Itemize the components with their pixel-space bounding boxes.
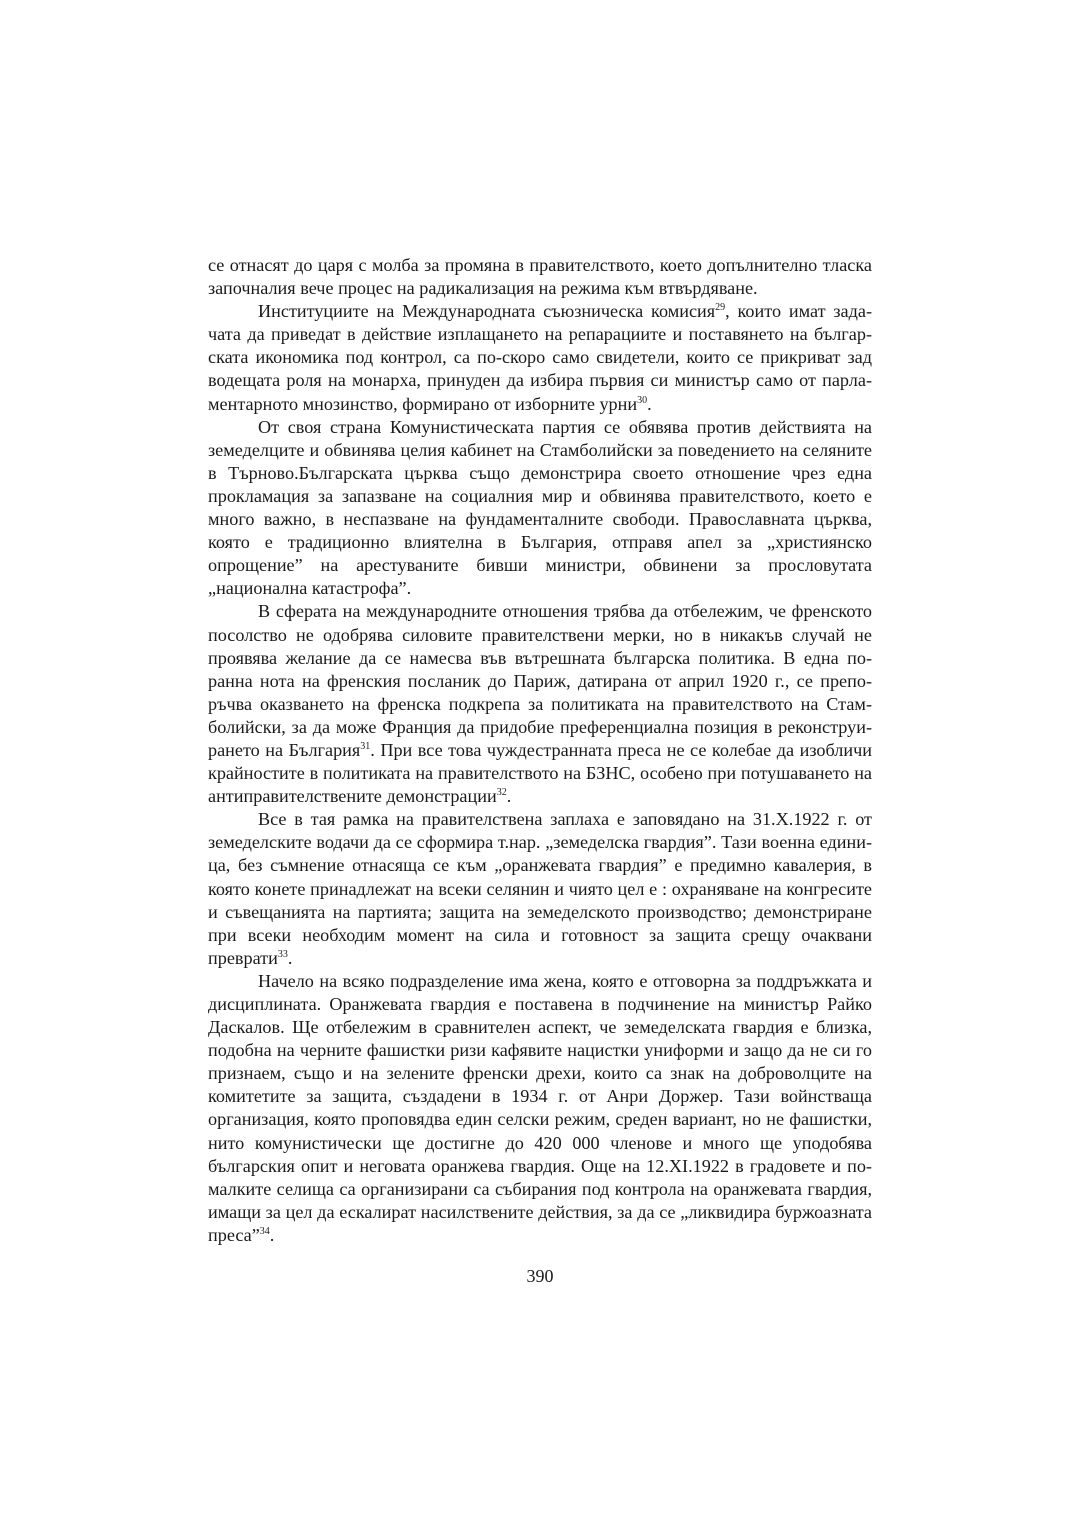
text-run: .	[269, 1224, 275, 1245]
footnote-ref: 29	[715, 302, 726, 314]
footnote-ref: 30	[637, 394, 648, 406]
paragraph	[208, 808, 872, 970]
text-run: В сферата на международните отношения трябва да отбележим, че френското посолство не одобрява силовите правителствени мерки, но в никакъв случай не проявява желание да се намесва във вътрешната българска политика. В една по-ранна нота на френския посланик до Париж, датирана от април 1920 г., се препоръчва оказването на френска подкрепа за политиката на правителството на Стамболийски, за да може Франция да придобие преференциална позиция в реконструирането на България	[208, 601, 872, 760]
text-run: От своя страна Комунистическата партия се обявява против действията на земеделците и обвинява целия кабинет на Стамболийски за поведението на селяните в Търново.Българската църква също демонстрира своето отношение чрез една прокламация за запазване на социалния мир и обвинява правителството, което е много важно, в неспазване на фундаменталните свободи. Православната църква, която е традиционно влиятелна в България, отправя апел за „християнско опрощение” на арестуваните бивши министри, обвинени за прословутата „национална катастрофа”.	[208, 416, 872, 599]
text-run: Институциите на Международната съюзническа комисия	[258, 301, 716, 322]
paragraph	[208, 254, 872, 300]
paragraph	[208, 300, 872, 415]
page-number: 390	[526, 1266, 554, 1286]
body-text	[208, 254, 872, 1247]
text-run: Все в тая рамка на правителствена заплаха е заповядано на 31.Х.1922 г. от земеделските водачи да се сформира т.нар. „земеделска гвардия”. Тази военна единица, без съмнение отнасяща се към „оранжевата гвардия” е предимно кавалерия, в която конете принадлежат на всеки селянин и чиято цел е : охраняване на конгресите и съвещанията на партията; защита на земеделското производство; демонстриране при всеки необходим момент на сила и готовност за защита срещу очаквани преврати	[208, 809, 872, 968]
text-run: .	[647, 393, 652, 414]
footnote-ref: 32	[496, 787, 507, 799]
paragraph	[208, 416, 872, 601]
footnote-ref: 31	[360, 740, 371, 752]
text-run: Начело на всяко подразделение има жена, която е отговорна за поддръжката и дисциплината. Оранжевата гвардия е поставена в подчинение на министър Райко Даскалов. Ще отбележим в сравнителен аспект, че земеделската гвардия е близка, подобна на черните фашистки ризи кафявите нацистки униформи и защо да не си го признаем, също и на зелените френски дрехи, които са знак на доброволците на комитетите за защита, създадени в 1934 г. от Анри Доржер. Тази войнстваща организация, която проповядва един селски режим, среден вариант, но не фашистки, нито комунистически ще достигне до 420 000 членове и много ще уподобява българския опит и неговата оранжева гвардия. Още на 12.XI.1922 в градовете и по-малките селища са организирани са събирания под контрола на оранжевата гвардия, имащи за цел да ескалират насилствените действия, за да се „ликвидира буржоазната преса”	[208, 970, 872, 1245]
text-run: .	[506, 786, 512, 807]
paragraph	[208, 600, 872, 808]
text-run: се отнасят до царя с молба за промяна в правителството, което допълнително тласка започналия вече процес на радикализация на режима към втвърдяване.	[208, 255, 872, 299]
text-run: .	[287, 947, 293, 968]
footnote-ref: 33	[277, 948, 288, 960]
footnote-ref: 34	[259, 1225, 270, 1237]
text-run: . При все това чуждестранната преса не се колебае да изобличи крайностите в политиката на правителството на БЗНС, особено при потушаването на антиправителствените демонстрации	[208, 739, 872, 807]
paragraph	[208, 970, 872, 1247]
text-run: , които имат задачата да приведат в действие изплащането на репарациите и поставянето на българската икономика под контрол, са по-скоро само свидетели, които се прикриват зад водещата роля на монарха, принуден да избира първия си министър само от парламентарното мнозинство, формирано от изборните урни	[208, 301, 872, 414]
